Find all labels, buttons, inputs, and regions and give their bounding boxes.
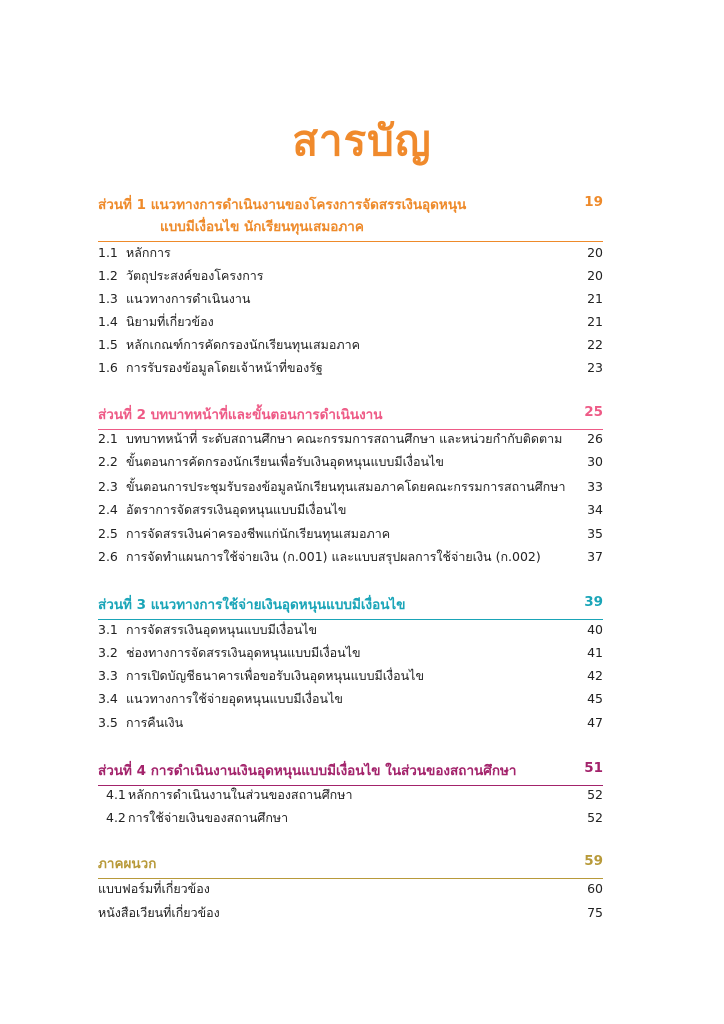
toc-label: แนวทางการดำเนินงาน [126,291,251,306]
section-1-page: 19 [584,194,603,210]
toc-num: 1.5 [98,337,118,352]
toc-label: ช่องทางการจัดสรรเงินอุดหนุนแบบมีเงื่อนไข [126,645,361,660]
toc-entry[interactable] [98,665,603,687]
toc-num: 1.6 [98,360,118,375]
toc-num: 2.6 [98,549,118,564]
toc-page: 21 [587,291,603,306]
appendix-heading[interactable] [98,853,603,879]
toc-page: 34 [587,502,603,517]
section-2-page: 25 [584,404,603,420]
toc-num: 3.3 [98,668,118,683]
toc-entry[interactable] [98,807,603,829]
toc-label: การจัดทำแผนการใช้จ่ายเงิน (ก.001) และแบบสรุปผลการใช้จ่ายเงิน (ก.002) [126,549,541,564]
toc-page: 40 [587,622,603,637]
toc-page: 33 [587,479,603,494]
toc-entry[interactable] [98,688,603,710]
toc-entry[interactable] [98,476,603,498]
toc-entry[interactable] [98,428,603,450]
toc-label: ขั้นตอนการคัดกรองนักเรียนเพื่อรับเงินอุดหนุนแบบมีเงื่อนไข [126,454,444,469]
toc-num: 4.2 [106,810,126,825]
toc-entry[interactable] [98,242,603,264]
toc-page: 21 [587,314,603,329]
toc-num: 3.5 [98,715,118,730]
toc-page: 52 [587,787,603,802]
toc-entry[interactable] [98,288,603,310]
toc-label: นิยามที่เกี่ยวข้อง [126,314,214,329]
section-4-page: 51 [584,760,603,776]
toc-num: 4.1 [106,787,126,802]
toc-label: แบบฟอร์มที่เกี่ยวข้อง [98,881,210,896]
toc-label: วัตถุประสงค์ของโครงการ [126,268,264,283]
toc-label: การใช้จ่ายเงินของสถานศึกษา [128,810,289,825]
toc-num: 3.2 [98,645,118,660]
toc-label: การจัดสรรเงินอุดหนุนแบบมีเงื่อนไข [126,622,318,637]
toc-entry[interactable] [98,642,603,664]
toc-page: 22 [587,337,603,352]
toc-num: 1.2 [98,268,118,283]
section-4-title: ส่วนที่ 4 การดำเนินงานเงินอุดหนุนแบบมีเงื่อนไข ในส่วนของสถานศึกษา [98,763,517,779]
toc-label: บทบาทหน้าที่ ระดับสถานศึกษา คณะกรรมการสถานศึกษา และหน่วยกำกับติดตาม [126,431,563,446]
toc-entry[interactable] [98,499,603,521]
toc-num: 2.2 [98,454,118,469]
toc-entry[interactable] [98,902,603,924]
toc-page: 52 [587,810,603,825]
toc-entry[interactable] [98,784,603,806]
toc-page: 47 [587,715,603,730]
toc-page: 30 [587,454,603,469]
toc-num: 2.1 [98,431,118,446]
toc-entry[interactable] [98,311,603,333]
toc-page: 26 [587,431,603,446]
toc-label: การจัดสรรเงินค่าครองชีพแก่นักเรียนทุนเสมอภาค [126,526,391,541]
toc-entry[interactable] [98,451,603,473]
toc-label: หลักการดำเนินงานในส่วนของสถานศึกษา [128,787,353,802]
section-2-heading[interactable] [98,404,603,430]
toc-num: 2.3 [98,479,118,494]
toc-label: การคืนเงิน [126,715,184,730]
toc-page: 20 [587,245,603,260]
toc-num: 3.4 [98,691,118,706]
toc-entry[interactable] [98,265,603,287]
toc-num: 3.1 [98,622,118,637]
toc-label: หนังสือเวียนที่เกี่ยวข้อง [98,905,220,920]
toc-num: 1.1 [98,245,118,260]
toc-label: การเปิดบัญชีธนาคารเพื่อขอรับเงินอุดหนุนแบบมีเงื่อนไข [126,668,425,683]
page-title: สารบัญ [292,116,432,165]
toc-page: 45 [587,691,603,706]
toc-label: อัตราการจัดสรรเงินอุดหนุนแบบมีเงื่อนไข [126,502,347,517]
toc-page: 20 [587,268,603,283]
toc-entry[interactable] [98,546,603,568]
section-3-heading[interactable] [98,594,603,620]
toc-label: หลักการ [126,245,171,260]
toc-label: แนวทางการใช้จ่ายอุดหนุนแบบมีเงื่อนไข [126,691,343,706]
section-2-title: ส่วนที่ 2 บทบาทหน้าที่และขั้นตอนการดำเนินงาน [98,407,383,423]
toc-page: 35 [587,526,603,541]
section-3-page: 39 [584,594,603,610]
toc-label: ขั้นตอนการประชุมรับรองข้อมูลนักเรียนทุนเสมอภาคโดยคณะกรรมการสถานศึกษา [126,479,566,494]
section-1-heading[interactable] [98,194,603,242]
toc-entry[interactable] [98,619,603,641]
section-1-title-line-1: ส่วนที่ 1 แนวทางการดำเนินงานของโครงการจัดสรรเงินอุดหนุน [98,197,467,213]
toc-entry[interactable] [98,712,603,734]
appendix-page: 59 [584,853,603,869]
section-4-heading[interactable] [98,760,603,786]
toc-page: 75 [587,905,603,920]
appendix-title: ภาคผนวก [98,856,157,872]
toc-num: 1.4 [98,314,118,329]
toc-page: 23 [587,360,603,375]
toc-entry[interactable] [98,357,603,379]
toc-num: 2.5 [98,526,118,541]
toc-page: 42 [587,668,603,683]
toc-num: 2.4 [98,502,118,517]
toc-label: หลักเกณฑ์การคัดกรองนักเรียนทุนเสมอภาค [126,337,360,352]
toc-page: 37 [587,549,603,564]
toc-num: 1.3 [98,291,118,306]
toc-label: การรับรองข้อมูลโดยเจ้าหน้าที่ของรัฐ [126,360,323,375]
section-3-title: ส่วนที่ 3 แนวทางการใช้จ่ายเงินอุดหนุนแบบมีเงื่อนไข [98,597,406,613]
toc-page: 41 [587,645,603,660]
toc-entry[interactable] [98,334,603,356]
toc-page: 60 [587,881,603,896]
toc-entry[interactable] [98,523,603,545]
section-1-title-line-2: แบบมีเงื่อนไข นักเรียนทุนเสมอภาค [160,219,364,235]
toc-entry[interactable] [98,878,603,900]
